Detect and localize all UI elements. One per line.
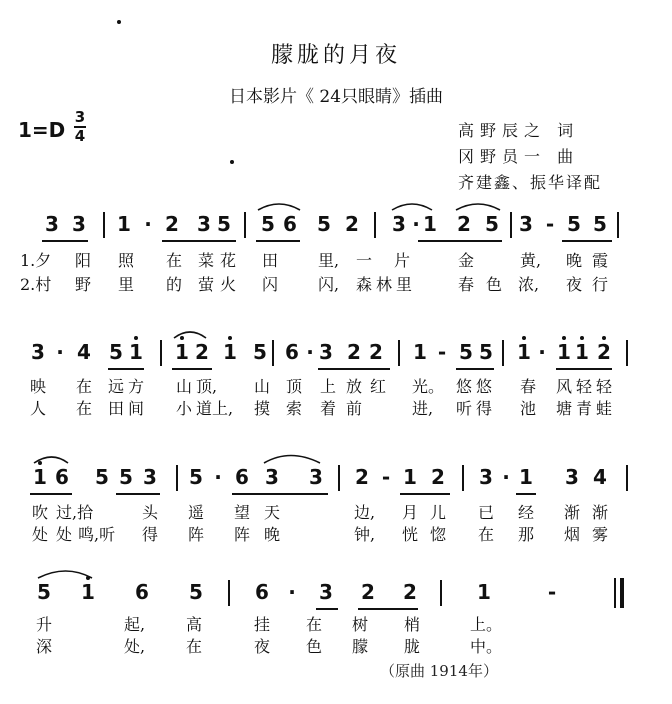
note: 2: [597, 340, 611, 364]
lyric: 在: [166, 251, 183, 270]
lyric: 悠: [476, 377, 493, 396]
lyric: 里: [396, 275, 413, 294]
lyric: 远: [108, 377, 125, 396]
lyric: 森: [356, 275, 373, 294]
lyric: 进,: [412, 399, 434, 418]
note-dot: ·: [214, 465, 222, 489]
note: 1: [423, 212, 437, 236]
lyric: 朦: [352, 637, 369, 656]
lyric: 山: [176, 377, 193, 396]
note: 5: [109, 340, 123, 364]
note: 6: [255, 580, 269, 604]
lyric: 过,拾: [56, 503, 94, 522]
note: 6: [285, 340, 299, 364]
lyric: 在: [76, 399, 93, 418]
lyric: 闪: [262, 275, 279, 294]
lyric: 中。: [470, 637, 503, 656]
lyric: 池: [520, 399, 537, 418]
note: 3: [479, 465, 493, 489]
lyric: 处: [32, 525, 49, 544]
lyric: 放: [346, 377, 363, 396]
lyric: 里,: [318, 251, 340, 270]
lyric: 鸣,听: [78, 525, 116, 544]
slur: [34, 457, 68, 463]
lyric: 上。: [470, 615, 503, 634]
note: 1: [117, 212, 131, 236]
note: 5: [253, 340, 267, 364]
lyric: 金: [458, 251, 475, 270]
lyric: 2.村: [20, 275, 52, 294]
lyric: 红: [370, 377, 387, 396]
note: 3: [519, 212, 533, 236]
note: 2: [347, 340, 361, 364]
lyricist-credit: 高野辰之 词: [458, 121, 580, 140]
note-dot: ·: [144, 212, 152, 236]
lyric: 高: [186, 615, 203, 634]
lyric: 道上,: [196, 399, 234, 418]
lyric: 间: [128, 399, 145, 418]
lyric: 顶,: [196, 377, 218, 396]
lyric: 处,: [124, 637, 146, 656]
lyric: 林: [376, 275, 393, 294]
note: 1: [477, 580, 491, 604]
lyric: 人: [30, 399, 47, 418]
note: 6: [283, 212, 297, 236]
lyric: 色: [486, 275, 503, 294]
lyric: 在: [186, 637, 203, 656]
note: 5: [189, 580, 203, 604]
note: 3: [565, 465, 579, 489]
note: 5: [119, 465, 133, 489]
note: 2: [165, 212, 179, 236]
note: 1: [81, 580, 95, 604]
lyric: 蛙: [596, 399, 613, 418]
note: 6: [55, 465, 69, 489]
note: 5: [37, 580, 51, 604]
note: 1: [517, 340, 531, 364]
note: 2: [457, 212, 471, 236]
note: 3: [72, 212, 86, 236]
lyric: 黄,: [520, 251, 542, 270]
lyric: 渐: [564, 503, 581, 522]
dash: -: [437, 340, 447, 364]
note: 6: [235, 465, 249, 489]
time-signature-bottom: 4: [74, 127, 86, 145]
lyric: 田: [262, 251, 279, 270]
lyric: 萤: [198, 275, 215, 294]
lyric: 已: [478, 503, 495, 522]
lyric: 前: [346, 399, 363, 418]
lyric: 晚: [566, 251, 583, 270]
lyric: 顶: [286, 377, 303, 396]
lyric: 天: [264, 503, 281, 522]
lyric: 树: [352, 615, 369, 634]
note: 3: [197, 212, 211, 236]
note: 1: [129, 340, 143, 364]
lyric: 起,: [124, 615, 146, 634]
lyric: 经: [518, 503, 535, 522]
lyric: 春: [520, 377, 537, 396]
key-signature: 1=D: [18, 118, 66, 142]
note: 3: [319, 340, 333, 364]
lyric: 轻: [596, 377, 613, 396]
lyric: 映: [30, 377, 47, 396]
note-dot: ·: [412, 212, 420, 236]
lyric: 处: [56, 525, 73, 544]
lyric: 胧: [404, 637, 421, 656]
note: 5: [485, 212, 499, 236]
note: 5: [217, 212, 231, 236]
lyric: 阳: [75, 251, 92, 270]
lyric: 上: [320, 377, 337, 396]
lyric: 里: [118, 275, 135, 294]
lyric: 渐: [592, 503, 609, 522]
note: 1: [519, 465, 533, 489]
lyric: 恍: [402, 525, 419, 544]
source-note: （原曲 1914年）: [380, 662, 498, 680]
note: 5: [479, 340, 493, 364]
lyric: 听: [456, 399, 473, 418]
slur: [392, 204, 432, 210]
lyric: 霞: [592, 251, 609, 270]
note-dot: ·: [538, 340, 546, 364]
lyric: 在: [306, 615, 323, 634]
note: 3: [45, 212, 59, 236]
lyric: 山: [254, 377, 271, 396]
lyric: 悠: [456, 377, 473, 396]
note-dot: ·: [502, 465, 510, 489]
lyric: 风: [556, 377, 573, 396]
translator-credit: 齐建鑫、振华译配: [458, 173, 603, 192]
lyric: 轻: [576, 377, 593, 396]
note: 1: [575, 340, 589, 364]
note: 3: [265, 465, 279, 489]
note: 6: [135, 580, 149, 604]
lyric: 在: [76, 377, 93, 396]
lyric: 吹: [32, 503, 49, 522]
lyric: 在: [478, 525, 495, 544]
slur: [38, 571, 92, 578]
lyric: 夜: [254, 637, 271, 656]
note: 3: [31, 340, 45, 364]
lyric: 菜: [198, 251, 215, 270]
lyric: 青: [576, 399, 593, 418]
note: 5: [317, 212, 331, 236]
note: 1: [175, 340, 189, 364]
slur: [258, 204, 300, 210]
lyric: 阵: [234, 525, 251, 544]
tie: [264, 456, 320, 464]
slur: [456, 204, 500, 210]
lyric: 色: [306, 637, 323, 656]
note: 3: [319, 580, 333, 604]
note: 5: [593, 212, 607, 236]
lyric: 烟: [564, 525, 581, 544]
note-dot: ·: [306, 340, 314, 364]
composer-credit: 冈野员一 曲: [458, 147, 580, 166]
lyric: 边,: [354, 503, 376, 522]
note: 1: [33, 465, 47, 489]
lyric: 小: [176, 399, 193, 418]
note-dot: ·: [288, 580, 296, 604]
lyric: 望: [234, 503, 251, 522]
note: 2: [345, 212, 359, 236]
note: 4: [77, 340, 91, 364]
note: 5: [459, 340, 473, 364]
time-signature-top: 3: [74, 108, 86, 126]
note: 1: [223, 340, 237, 364]
note: 5: [261, 212, 275, 236]
lyric: 阵: [188, 525, 205, 544]
note: 2: [195, 340, 209, 364]
lyric: 挂: [254, 615, 271, 634]
lyric: 晚: [264, 525, 281, 544]
lyric: 那: [518, 525, 535, 544]
slur: [174, 332, 206, 338]
lyric: 野: [75, 275, 92, 294]
note: 5: [567, 212, 581, 236]
lyric: 花: [220, 251, 237, 270]
lyric: 头: [142, 503, 159, 522]
lyric: 钟,: [354, 525, 376, 544]
lyric: 光。: [412, 377, 445, 396]
note: 2: [361, 580, 375, 604]
note: 1: [557, 340, 571, 364]
lyric: 火: [220, 275, 237, 294]
lyric: 着: [320, 399, 337, 418]
lyric: 片: [394, 251, 411, 270]
note: 3: [309, 465, 323, 489]
song-subtitle: 日本影片《 24只眼睛》插曲: [228, 87, 444, 107]
lyric: 月: [402, 503, 419, 522]
lyric: 一: [356, 251, 373, 270]
lyric: 浓,: [518, 275, 540, 294]
lyric: 儿: [430, 503, 447, 522]
lyric: 得: [142, 525, 159, 544]
lyric: 遥: [188, 503, 205, 522]
lyric: 照: [118, 251, 135, 270]
note: 3: [392, 212, 406, 236]
lyric: 梢: [404, 615, 421, 634]
lyric: 索: [286, 399, 303, 418]
note: 2: [403, 580, 417, 604]
dash: -: [545, 212, 555, 236]
note: 2: [431, 465, 445, 489]
note: 4: [593, 465, 607, 489]
note: 5: [189, 465, 203, 489]
lyric: 春: [458, 275, 475, 294]
lyric: 的: [166, 275, 183, 294]
note: 1: [403, 465, 417, 489]
lyric: 闪,: [318, 275, 340, 294]
note: 2: [355, 465, 369, 489]
note: 2: [369, 340, 383, 364]
lyric: 夜: [566, 275, 583, 294]
lyric: 雾: [592, 525, 609, 544]
lyric: 得: [476, 399, 493, 418]
lyric: 摸: [254, 399, 271, 418]
note: 1: [413, 340, 427, 364]
song-title: 朦胧的月夜: [270, 43, 401, 68]
note-dot: ·: [56, 340, 64, 364]
lyric: 行: [592, 275, 609, 294]
lyric: 塘: [556, 399, 573, 418]
dash: -: [547, 580, 557, 604]
lyric: 升: [36, 615, 53, 634]
lyric: 惚: [430, 525, 447, 544]
note: 3: [143, 465, 157, 489]
lyric: 方: [128, 377, 145, 396]
lyric: 田: [108, 399, 125, 418]
note: 5: [95, 465, 109, 489]
lyric: 1.夕: [20, 251, 52, 270]
dash: -: [381, 465, 391, 489]
lyric: 深: [36, 637, 53, 656]
